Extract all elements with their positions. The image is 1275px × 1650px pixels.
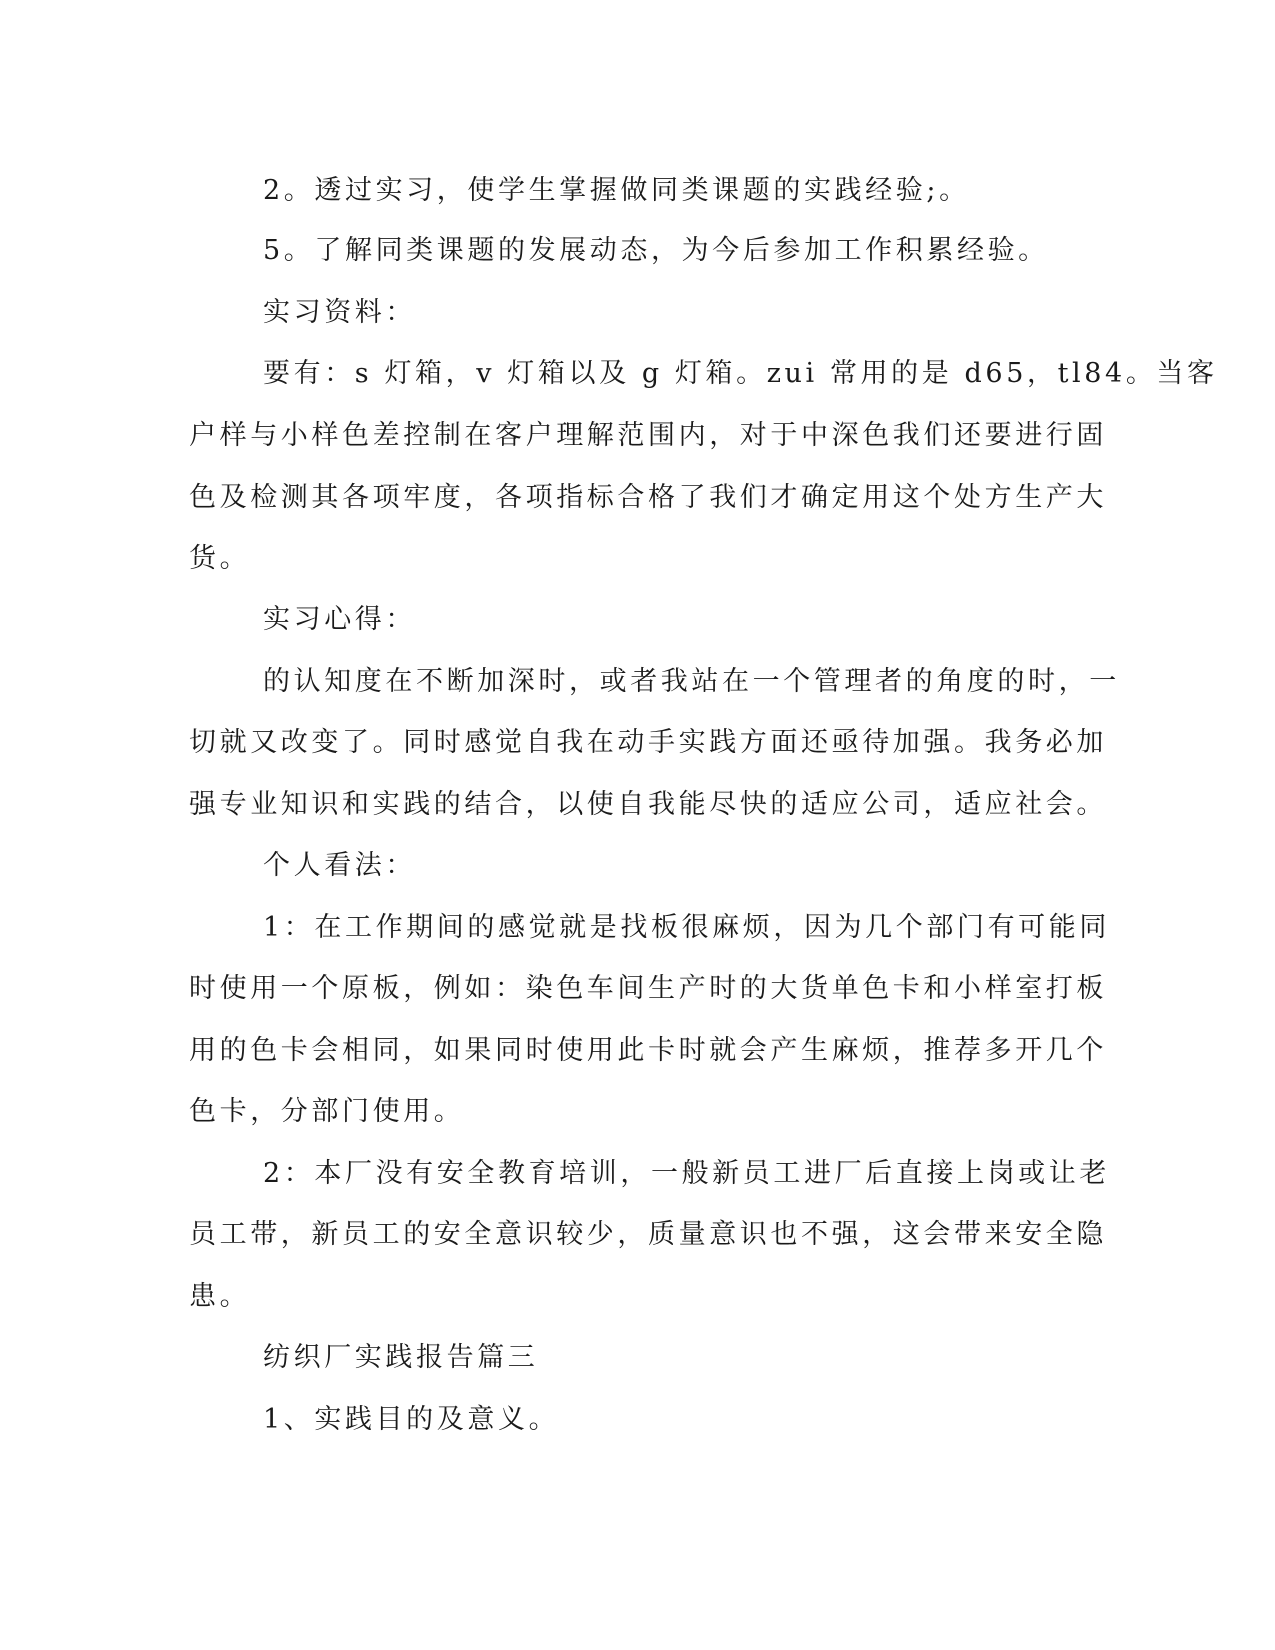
- paragraph-line: 要有：s 灯箱，v 灯箱以及 g 灯箱。zui 常用的是 d65，tl84。当客: [263, 358, 1218, 389]
- paragraph-line: 5。了解同类课题的发展动态，为今后参加工作积累经验。: [263, 235, 1049, 266]
- paragraph-line: 2：本厂没有安全教育培训，一般新员工进厂后直接上岗或让老: [263, 1158, 1110, 1189]
- section-heading: 个人看法：: [263, 850, 416, 881]
- paragraph-line: 1、实践目的及意义。: [263, 1404, 560, 1435]
- paragraph-line: 户样与小样色差控制在客户理解范围内，对于中深色我们还要进行固: [189, 420, 1107, 451]
- paragraph-line: 1：在工作期间的感觉就是找板很麻烦，因为几个部门有可能同: [263, 912, 1110, 943]
- paragraph-line: 色及检测其各项牢度，各项指标合格了我们才确定用这个处方生产大: [189, 482, 1107, 513]
- paragraph-line: 用的色卡会相同，如果同时使用此卡时就会产生麻烦，推荐多开几个: [189, 1035, 1107, 1066]
- paragraph-line: 强专业知识和实践的结合，以使自我能尽快的适应公司，适应社会。: [189, 789, 1107, 820]
- paragraph-line: 员工带，新员工的安全意识较少，质量意识也不强，这会带来安全隐: [189, 1219, 1107, 1250]
- paragraph-line: 患。: [189, 1281, 251, 1312]
- paragraph-line: 货。: [189, 543, 251, 574]
- paragraph-line: 色卡，分部门使用。: [189, 1096, 465, 1127]
- section-heading: 实习心得：: [263, 604, 416, 635]
- paragraph-line: 时使用一个原板，例如：染色车间生产时的大货单色卡和小样室打板: [189, 973, 1107, 1004]
- paragraph-line: 的认知度在不断加深时，或者我站在一个管理者的角度的时，一: [263, 666, 1120, 697]
- paragraph-line: 切就又改变了。同时感觉自我在动手实践方面还亟待加强。我务必加: [189, 727, 1107, 758]
- section-heading: 纺织厂实践报告篇三: [263, 1342, 539, 1373]
- section-heading: 实习资料：: [263, 297, 416, 328]
- paragraph-line: 2。透过实习，使学生掌握做同类课题的实践经验;。: [263, 175, 970, 206]
